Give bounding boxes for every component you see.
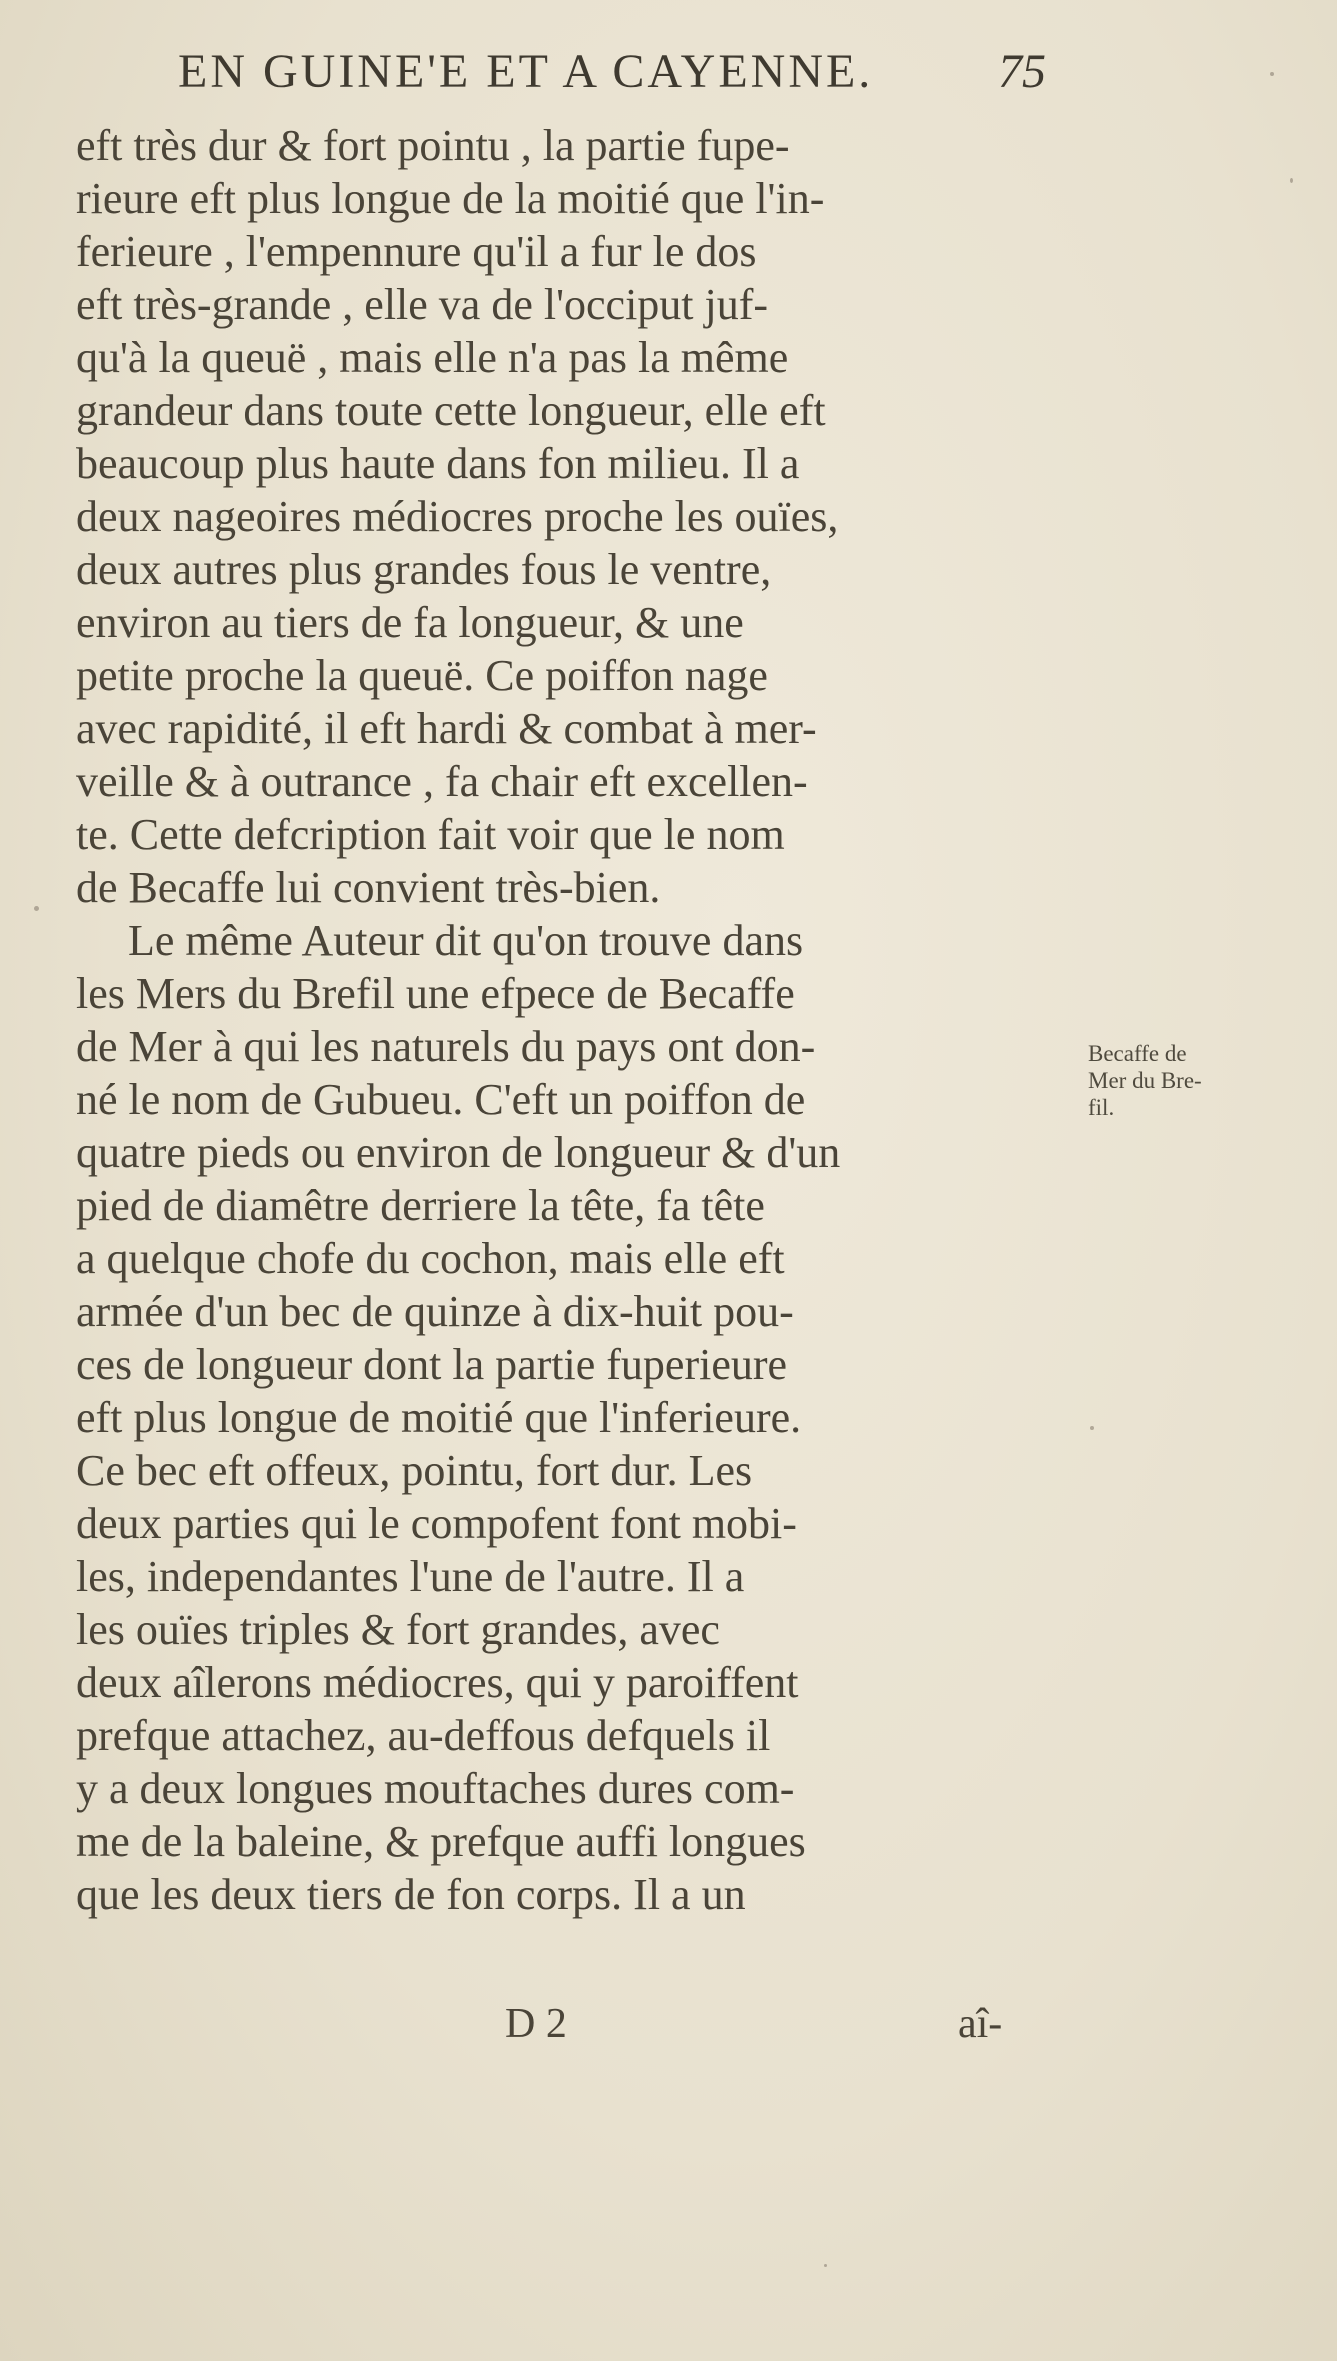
paper-speck [824, 2264, 827, 2267]
text-line: que les deux tiers de fon corps. Il a un [76, 1870, 746, 1919]
text-line: quatre pieds ou environ de longueur & d'un [76, 1128, 841, 1177]
text-line: eft très dur & fort pointu , la partie fupe- [76, 121, 790, 170]
text-line: les Mers du Brefil une efpece de Becaffe [76, 969, 795, 1018]
text-line: né le nom de Gubueu. C'eft un poiffon de [76, 1075, 806, 1124]
text-line: a quelque chofe du cochon, mais elle eft [76, 1234, 785, 1283]
text-line: rieure eft plus longue de la moitié que l'in- [76, 174, 825, 223]
text-line: armée d'un bec de quinze à dix-huit pou- [76, 1287, 794, 1336]
paper-speck [1090, 1426, 1094, 1430]
text-line: te. Cette defcription fait voir que le nom [76, 810, 785, 859]
margin-note-line: fil. [1088, 1095, 1115, 1120]
text-line: deux aîlerons médiocres, qui y paroiffent [76, 1658, 799, 1707]
page-footer [0, 2000, 1337, 2060]
paper-speck [1290, 178, 1293, 183]
text-line: me de la baleine, & prefque auffi longues [76, 1817, 806, 1866]
margin-note-line: Mer du Bre- [1088, 1068, 1202, 1093]
text-line: pied de diamêtre derriere la tête, fa tête [76, 1181, 765, 1230]
text-line: grandeur dans toute cette longueur, elle eft [76, 386, 826, 435]
text-line: beaucoup plus haute dans fon milieu. Il a [76, 439, 800, 488]
text-line: y a deux longues mouftaches dures com- [76, 1764, 795, 1813]
paper-speck [1270, 72, 1274, 76]
running-head: EN GUINE'E ET A CAYENNE. [178, 45, 874, 98]
text-line: avec rapidité, il eft hardi & combat à mer- [76, 704, 817, 753]
paper-speck [34, 906, 39, 911]
text-line: prefque attachez, au-deffous defquels il [76, 1711, 771, 1760]
text-line: deux parties qui le compofent font mobi- [76, 1499, 797, 1548]
page-header [178, 44, 1078, 114]
text-line: ces de longueur dont la partie fuperieure [76, 1340, 788, 1389]
text-line: les ouïes triples & fort grandes, avec [76, 1605, 720, 1654]
text-line: les, independantes l'une de l'autre. Il a [76, 1552, 745, 1601]
text-line: ferieure , l'empennure qu'il a fur le dos [76, 227, 757, 276]
text-line: environ au tiers de fa longueur, & une [76, 598, 744, 647]
text-line: veille & à outrance , fa chair eft excellen- [76, 757, 808, 806]
text-line: de Mer à qui les naturels du pays ont don- [76, 1022, 816, 1071]
paragraph-first-line: Le même Auteur dit qu'on trouve dans [128, 916, 804, 965]
text-line: deux nageoires médiocres proche les ouïes, [76, 492, 839, 541]
catchword: aî- [958, 2001, 1003, 2047]
text-line: deux autres plus grandes fous le ventre, [76, 545, 772, 594]
text-line: eft très-grande , elle va de l'occiput juf- [76, 280, 769, 329]
signature-mark: D 2 [505, 2001, 567, 2047]
page-number: 75 [998, 45, 1046, 98]
text-line: eft plus longue de moitié que l'inferieure. [76, 1393, 802, 1442]
margin-note [1088, 1040, 1288, 1121]
text-line: qu'à la queuë , mais elle n'a pas la même [76, 333, 789, 382]
text-line: petite proche la queuë. Ce poiffon nage [76, 651, 768, 700]
margin-note-line: Becaffe de [1088, 1041, 1187, 1066]
text-line: de Becaffe lui convient très-bien. [76, 863, 661, 912]
text-line: Ce bec eft offeux, pointu, fort dur. Les [76, 1446, 753, 1495]
